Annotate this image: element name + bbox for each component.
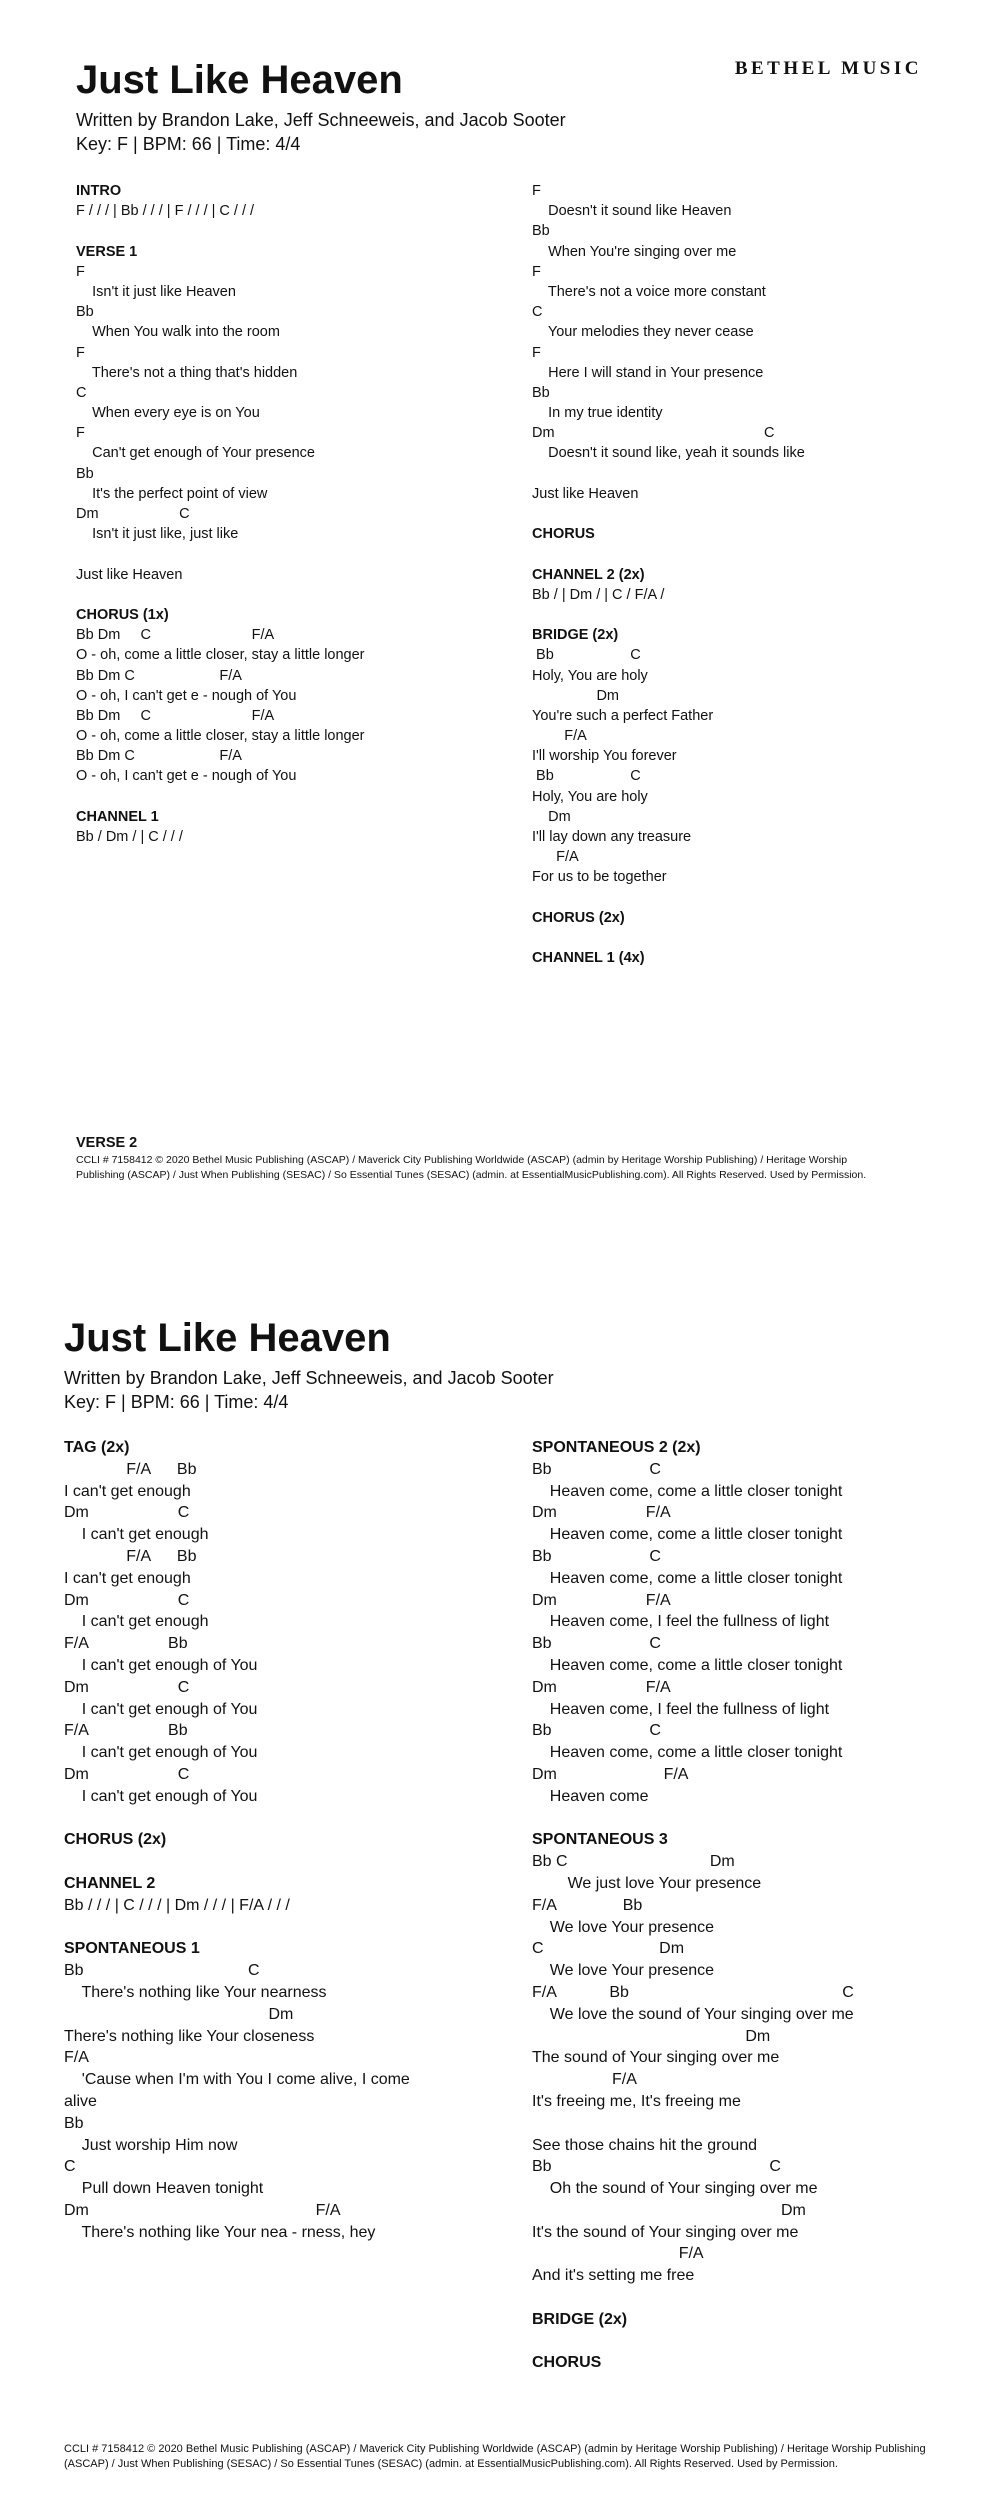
section-heading: CHANNEL 1 [76,808,159,825]
section-heading: CHORUS (1x) [76,606,169,623]
spacer [76,221,516,241]
spacer [532,888,972,908]
lyric-line: Just worship Him now [64,2136,238,2154]
section-heading: CHANNEL 1 (4x) [532,950,645,967]
section-heading: TAG (2x) [64,1439,130,1456]
chord-sheet-page-1 [0,0,1000,1240]
lyric-line: Here I will stand in Your presence [532,364,764,381]
song-meta [64,1366,554,1414]
lyric-line: F [532,344,541,361]
lyric-line: In my true identity [532,405,663,422]
lyric-line: We love Your presence [532,1918,715,1936]
spacer [532,2113,972,2135]
lyric-line: C [76,384,87,401]
lyric-line: Bb C [532,1635,661,1653]
lyric-line: Isn't it just like, just like [76,526,239,543]
lyric-line: F [532,263,541,280]
lyric-line: F/A Bb C [532,1983,854,2001]
lyric-line: Holy, You are holy [532,667,648,684]
section-heading: INTRO [76,183,122,199]
lyric-line: Isn't it just like Heaven [76,283,236,300]
lyric-line: Bb C [532,1722,661,1740]
lyric-line: Dm [532,687,620,704]
spacer [532,1808,972,1830]
section-heading: CHORUS [532,526,595,543]
lyric-line: F/A [532,2071,637,2089]
spacer [532,928,972,948]
section-heading: SPONTANEOUS 2 (2x) [532,1439,701,1456]
song-meta [76,108,566,156]
spacer [76,544,516,564]
right-column [532,1437,972,2374]
lyric-line: When You walk into the room [76,324,280,341]
page-title: Just Like Heaven [64,1316,391,1360]
writers-line: Written by Brandon Lake, Jeff Schneeweis, and Jacob Sooter [64,1368,554,1388]
lyric-line: F/A [532,2245,704,2263]
spacer [532,464,972,484]
lyric-line: Bb [76,465,94,482]
spacer [64,1851,504,1873]
lyric-line: Bb / Dm / | C / / / [76,829,183,845]
lyric-line: There's not a voice more constant [532,283,766,300]
lyric-line: Bb Dm C F/A [76,748,242,765]
lyric-line: Dm C [64,1678,190,1696]
lyric-line: See those chains hit the ground [532,2136,758,2154]
lyric-line: Heaven come, I feel the fullness of light [532,1613,830,1631]
lyric-line: Heaven come, come a little closer tonight [532,1656,843,1674]
lyric-line: It's the sound of Your singing over me [532,2223,799,2241]
lyric-line: We love Your presence [532,1962,715,1980]
spacer [532,2287,972,2309]
section-heading: CHORUS [532,2354,602,2372]
lyric-line: Pull down Heaven tonight [64,2180,264,2198]
lyric-line: Dm F/A [532,1678,671,1696]
lyric-line: The sound of Your singing over me [532,2049,780,2067]
spacer [76,585,516,605]
lyric-line: There's nothing like Your nearness [64,1983,327,2001]
lyric-line: F [76,263,85,280]
lyric-line: Bb Dm C F/A [76,627,275,644]
lyric-line: We love the sound of Your singing over me [532,2005,854,2023]
lyric-line: F/A [532,728,587,745]
section-heading: BRIDGE (2x) [532,627,619,644]
lyric-line: F [532,183,541,199]
lyric-line: I can't get enough of You [64,1700,258,1718]
lyric-line: F/A Bb [64,1635,188,1653]
lyric-line: I'll lay down any treasure [532,829,692,845]
brand-logo: BETHEL MUSIC [734,58,922,79]
lyric-line: Dm [532,2027,771,2045]
copyright-footer: CCLI # 7158412 © 2020 Bethel Music Publishing (ASCAP) / Maverick City Publishing Worldwide (ASCAP) (admin by Heritage Worship Publishing) / Heritage Worship Publishing (ASCAP) / Just When Publishing (SESAC) / So Essential Tunes (SESAC) (admin. at EssentialMusicPublishing.com). All Rights Reserved. Used by Permission. [76,1154,867,1181]
lyric-line: Dm [532,2201,806,2219]
lyric-line: O - oh, come a little closer, stay a little longer [76,647,365,664]
lyric-line: Just like Heaven [532,485,639,502]
song-info-line: Key: F | BPM: 66 | Time: 4/4 [76,134,301,154]
lyric-line: F [76,344,85,361]
lyric-line: I can't get enough of You [64,1787,258,1805]
lyric-line: 'Cause when I'm with You I come alive, I come [64,2071,410,2089]
lyric-line: Dm C [64,1591,190,1609]
left-column [76,181,516,847]
lyric-line: I can't get enough [64,1613,209,1631]
lyric-line: Heaven come [532,1787,649,1805]
section-heading: SPONTANEOUS 3 [532,1831,668,1849]
spacer [532,504,972,524]
section-heading: CHANNEL 2 [64,1874,156,1892]
lyric-line: Dm [64,2005,294,2023]
spacer [532,605,972,625]
lyric-line: Dm C [64,1765,190,1783]
lyric-line: Heaven come, I feel the fullness of light [532,1700,830,1718]
chord-sheet-page-2 [0,1240,1000,2518]
lyric-line: Bb C [532,1460,661,1478]
lyric-line: F/A Bb [532,1896,643,1914]
lyric-line: I can't get enough [64,1482,191,1500]
lyric-line: Dm C [76,506,190,522]
lyric-line: Dm F/A [64,2201,341,2219]
lyric-line: Bb C [64,1962,260,1980]
lyric-line: Bb [76,304,94,321]
lyric-line: O - oh, I can't get e - nough of You [76,768,297,785]
lyric-line: For us to be together [532,869,667,886]
spacer [532,2331,972,2353]
section-heading: CHANNEL 2 (2x) [532,566,645,583]
lyric-line: Bb C [532,647,641,664]
lyric-line: There's nothing like Your nea - rness, hey [64,2223,376,2241]
lyric-line: I'll worship You forever [532,748,677,765]
lyric-line: F [76,425,85,442]
lyric-line: I can't get enough of You [64,1744,258,1762]
lyric-line: O - oh, come a little closer, stay a little longer [76,728,365,745]
lyric-line: There's nothing like Your closeness [64,2027,315,2045]
lyric-line: Bb / | Dm / | C / F/A / [532,586,665,603]
lyric-line: There's not a thing that's hidden [76,364,298,381]
lyric-line: Dm C [532,425,775,442]
lyric-line: Bb C [532,2158,781,2176]
lyric-line: Bb Dm C F/A [76,667,242,684]
lyric-line: When You're singing over me [532,243,737,260]
lyric-line: F/A Bb [64,1722,188,1740]
lyric-line: F/A Bb [64,1460,197,1478]
copyright-footer: CCLI # 7158412 © 2020 Bethel Music Publishing (ASCAP) / Maverick City Publishing Worldwide (ASCAP) (admin by Heritage Worship Publishing) / Heritage Worship Publishing (ASCAP) / Just When Publishing (SESAC) / So Essential Tunes (SESAC) (admin. at EssentialMusicPublishing.com). All Rights Reserved. Used by Permission. [64,2443,926,2470]
lyric-line: I can't get enough [64,1526,209,1544]
lyric-line: Bb [532,384,550,401]
section-heading: SPONTANEOUS 1 [64,1940,200,1958]
lyric-line: F/A Bb [64,1547,197,1565]
lyric-line: We just love Your presence [532,1874,762,1892]
lyric-line: Dm F/A [532,1591,671,1609]
lyric-line: Doesn't it sound like, yeah it sounds like [532,445,805,462]
lyric-line: I can't get enough [64,1569,191,1587]
section-heading: BRIDGE (2x) [532,2310,628,2328]
lyric-line: Dm F/A [532,1765,689,1783]
lyric-line: F / / / | Bb / / / | F / / / | C / / / [76,203,255,220]
lyric-line: O - oh, I can't get e - nough of You [76,687,297,704]
lyric-line: When every eye is on You [76,405,260,422]
lyric-line: Your melodies they never cease [532,324,754,341]
lyric-line: You're such a perfect Father [532,707,714,724]
right-column [532,181,972,968]
lyric-line: C [532,304,543,321]
lyric-line: Bb / / / | C / / / | Dm / / / | F/A / / / [64,1896,290,1914]
lyric-line: F/A [64,2049,89,2067]
lyric-line: alive [64,2092,97,2110]
lyric-line: Can't get enough of Your presence [76,445,315,462]
lyric-line: Heaven come, come a little closer tonight [532,1482,843,1500]
section-heading: CHORUS (2x) [532,909,625,926]
page-title: Just Like Heaven [76,58,403,102]
lyric-line: Bb [64,2114,84,2132]
lyric-line: Dm C [64,1504,190,1522]
lyric-line: Doesn't it sound like Heaven [532,203,732,220]
lyric-line: It's freeing me, It's freeing me [532,2092,741,2110]
lyric-line: I can't get enough of You [64,1656,258,1674]
section-heading: CHORUS (2x) [64,1831,167,1849]
lyric-line: F/A [532,849,579,866]
lyric-line: Dm [532,808,571,825]
lyric-line: And it's setting me free [532,2267,695,2285]
lyric-line: Heaven come, come a little closer tonight [532,1526,843,1544]
spacer [76,787,516,807]
lyric-line: Bb C [532,768,641,785]
spacer [64,1917,504,1939]
left-column [64,1437,504,2243]
lyric-line: C Dm [532,1940,685,1958]
spacer [532,544,972,564]
lyric-line: It's the perfect point of view [76,485,268,502]
spacer [64,1808,504,1830]
writers-line: Written by Brandon Lake, Jeff Schneeweis, and Jacob Sooter [76,110,566,130]
lyric-line: Dm F/A [532,1504,671,1522]
lyric-line: C [64,2158,76,2176]
lyric-line: Just like Heaven [76,566,183,583]
lyric-line: Bb C [532,1547,661,1565]
section-heading: VERSE 2 [76,1135,138,1151]
lyric-line: Heaven come, come a little closer tonight [532,1744,843,1762]
song-info-line: Key: F | BPM: 66 | Time: 4/4 [64,1392,289,1412]
section-heading: VERSE 1 [76,243,138,260]
lyric-line: Holy, You are holy [532,788,648,805]
lyric-line: Oh the sound of Your singing over me [532,2180,818,2198]
lyric-line: Bb C Dm [532,1853,735,1871]
lyric-line: Heaven come, come a little closer tonight [532,1569,843,1587]
lyric-line: Bb [532,223,550,240]
lyric-line: Bb Dm C F/A [76,707,275,724]
